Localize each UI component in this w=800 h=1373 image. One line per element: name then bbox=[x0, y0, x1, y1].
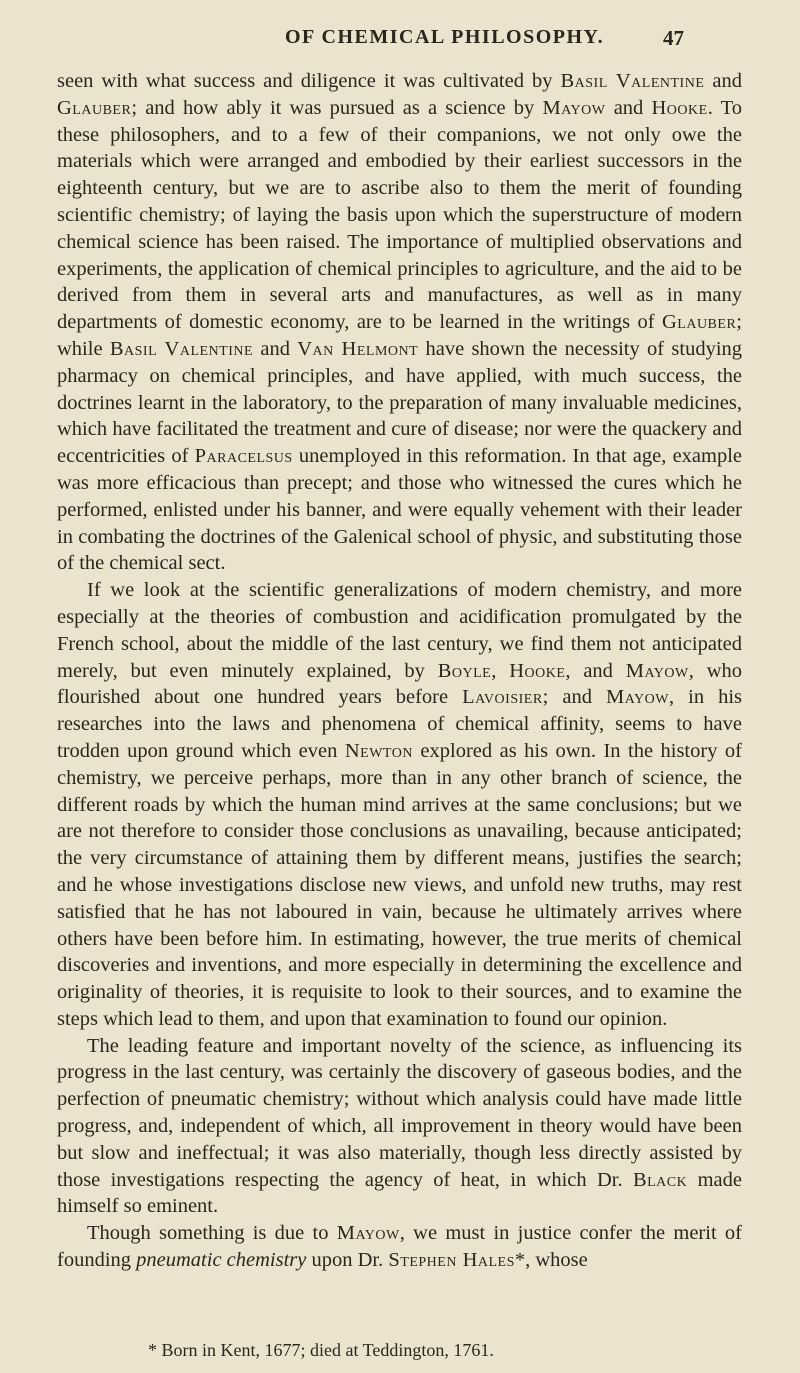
emphasis: pneumatic chemistry bbox=[136, 1249, 307, 1272]
proper-name: Lavoisier bbox=[462, 686, 543, 709]
running-head: OF CHEMICAL PHILOSOPHY. bbox=[285, 26, 605, 48]
proper-name: Hooke bbox=[651, 96, 708, 119]
proper-name: Stephen Hales bbox=[388, 1249, 515, 1272]
proper-name: Hooke bbox=[509, 659, 566, 682]
page-header bbox=[0, 26, 800, 56]
proper-name: Boyle bbox=[437, 659, 492, 682]
paragraph-1: seen with what success and diligence it was cultivated by Basil Valentine and Glauber; and how ably it was pursued as a science by Mayow and Hooke. To these philosophers, and to a few of their companions, we not only owe the materials which were arranged and embodied by their earliest successors in the eighteenth century, but we are to ascribe also to them the merit of founding scientific chemistry; of laying the basis upon which the superstructure of modern chemical science has been raised. The importance of multiplied observations and experiments, the application of chemical principles to agriculture, and the aid to be derived from them in several arts and manufactures, as well as in many departments of domestic economy, are to be learned in the writings of Glauber; while Basil Valentine and Van Helmont have shown the necessity of studying pharmacy on chemical principles, and have applied, with much success, the doctrines learnt in the laboratory, to the preparation of many invaluable medicines, which have facilitated the treatment and cure of disease; nor were the quackery and eccentricities of Paracelsus unemployed in this reformation. In that age, example was more efficacious than precept; and those who witnessed the cures which he performed, enlisted under his banner, and were equally vehement with their leader in combating the doctrines of the Galenical school of physic, and substituting those of the chemical sect. bbox=[57, 70, 743, 575]
proper-name: Paracelsus bbox=[194, 445, 293, 468]
proper-name: Glauber bbox=[661, 311, 737, 334]
proper-name: Mayow bbox=[625, 659, 689, 682]
proper-name: Basil Valentine bbox=[560, 70, 705, 92]
page-number: 47 bbox=[663, 26, 684, 50]
proper-name: Glauber bbox=[57, 96, 132, 119]
proper-name: Mayow bbox=[336, 1222, 400, 1245]
footnote: * Born in Kent, 1677; died at Teddington, 1761. bbox=[148, 1340, 494, 1360]
proper-name: Mayow bbox=[606, 686, 669, 709]
body-text bbox=[57, 68, 742, 1274]
proper-name: Newton bbox=[344, 739, 413, 762]
proper-name: Mayow bbox=[542, 96, 606, 119]
paragraph-3: The leading feature and important novelty of the science, as influencing its progress in the last century, was certainly the discovery of gaseous bodies, and the perfection of pneumatic chemistry; without which analysis could have made little progress, and, independent of which, all improvement in theory would have been but slow and ineffectual; it was also materially, though less directly assisted by those investigations respecting the agency of heat, in which Dr. Black made himself so eminent. bbox=[57, 1034, 742, 1218]
proper-name: Basil Valentine bbox=[109, 337, 254, 360]
paragraph-2: If we look at the scientific generalizations of modern chemistry, and more especially at the theories of combustion and acidification promulgated by the French school, about the middle of the last century, we find them not anticipated merely, but even minutely explained, by Boyle, Hooke, and Mayow, who flourished about one hundred years before Lavoisier; and Mayow, in his researches into the laws and phenomena of chemical affinity, seems to have trodden upon ground which even Newton explored as his own. In the history of chemistry, we perceive perhaps, more than in any other branch of science, the different roads by which the human mind arrives at the same conclusions; but we are not therefore to consider those conclusions as unavailing, because anticipated; the very circumstance of attaining them by different means, justifies the search; and he whose investigations disclose new views, and unfold new truths, may rest satisfied that he has not laboured in vain, because he ultimately arrives where others have been before him. In estimating, however, the true merits of chemical discoveries and inventions, and more especially in determining the excellence and originality of theories, it is requisite to look to their sources, and to examine the steps which lead to them, and upon that examination to found our opinion. bbox=[57, 579, 743, 1030]
proper-name: Black bbox=[632, 1168, 688, 1191]
paragraph-4: Though something is due to Mayow, we must in justice confer the merit of founding pneumatic chemistry upon Dr. Stephen Hales*, whose bbox=[57, 1222, 742, 1272]
proper-name: Van Helmont bbox=[297, 337, 419, 360]
